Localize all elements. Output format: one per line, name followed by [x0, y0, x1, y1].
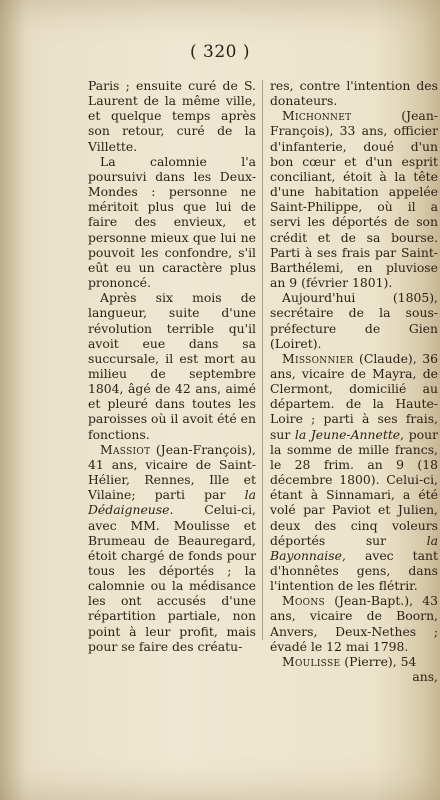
paragraph: La calomnie l'a poursuivi dans les Deux-Mondes : personne ne méritoit plus que lui de faire des envieux, et personne mieux que lui ne pouvoit les confondre, s'il eût eu un caractère plus prononcé.: [88, 153, 256, 291]
paragraph: Aujourd'hui (1805), secrétaire de la sous-préfecture de Gien (Loiret).: [270, 290, 438, 351]
entry-text: (Jean-Bapt.), 43 ans, vicaire de Boorn, Anvers, Deux-Nethes ; évadé le 12 mai 1798.: [270, 593, 438, 654]
paragraph: Après six mois de langueur, suite d'une révolution terrible qu'il avoit eue dans sa succursale, il est mort au milieu de septembre 1804, âgé de 42 ans, aimé et pleuré dans toutes les paroisses où il avoit été en fonctions.: [88, 290, 256, 442]
entry-text: (Jean-François), 41 ans, vicaire de Saint-Hélier, Rennes, Ille et Vilaine; parti par: [88, 441, 256, 503]
entry-massiot: [88, 442, 256, 654]
ship-name: la Bayonnaise: [270, 532, 438, 563]
entry-text: (Jean-François), 33 ans, officier d'infanterie, doué d'un bon cœur et d'un esprit conciliant, étoit à la tête d'une habitation appelée Saint-Philippe, où il a servi les déportés de son crédit et de sa bourse. Parti à ses frais par Saint-Barthélemi, en pluviose an 9 (février 1801).: [270, 108, 438, 291]
entry-text: . Celui-ci, avec MM. Moulisse et Brumeau de Beauregard, étoit chargé de fonds pour tous les déportés ; la calomnie ou la médisance les ont accusés d'une répartition partiale, non point à leur profit, mais pour se faire des créatu-: [88, 502, 256, 654]
entry-moulisse: [270, 654, 438, 669]
entry-name: Massiot: [100, 441, 151, 457]
entry-text: , pour la somme de mille francs, le 28 frim. an 9 (18 décembre 1800). Celui-ci, étant à Sinnamari, a été volé par Paviot et Julien, deux des cinq voleurs déportés sur: [270, 426, 438, 548]
entry-text: (Claude), 36 ans, vicaire de Mayra, de Clermont, domicilié au départem. de la Haute-Loire ; parti à ses frais, sur: [270, 350, 438, 442]
left-column: [88, 78, 256, 654]
ship-name: la Dédaigneuse: [88, 487, 256, 518]
entry-text: (Pierre), 54: [340, 653, 417, 669]
paragraph: res, contre l'intention des donateurs.: [270, 78, 438, 109]
right-column: [270, 78, 438, 684]
entry-name: Missonnier: [282, 350, 354, 366]
entry-missonnier: [270, 351, 438, 594]
entry-text: , avec tant d'honnêtes gens, dans l'intention de les flétrir.: [270, 547, 438, 594]
column-divider: [262, 80, 263, 640]
entry-name: Moons: [282, 593, 325, 609]
entry-name: Moulisse: [282, 653, 341, 669]
ship-name: la Jeune-Annette: [294, 426, 401, 442]
entry-moons: [270, 593, 438, 654]
entry-name: Michonnet: [282, 108, 352, 124]
page-number: ( 320 ): [189, 42, 251, 62]
catchword: ans,: [412, 669, 438, 685]
entry-michonnet: [270, 108, 438, 290]
paragraph: Paris ; ensuite curé de S. Laurent de la même ville, et quelque temps après son retour, curé de la Villette.: [88, 78, 256, 154]
